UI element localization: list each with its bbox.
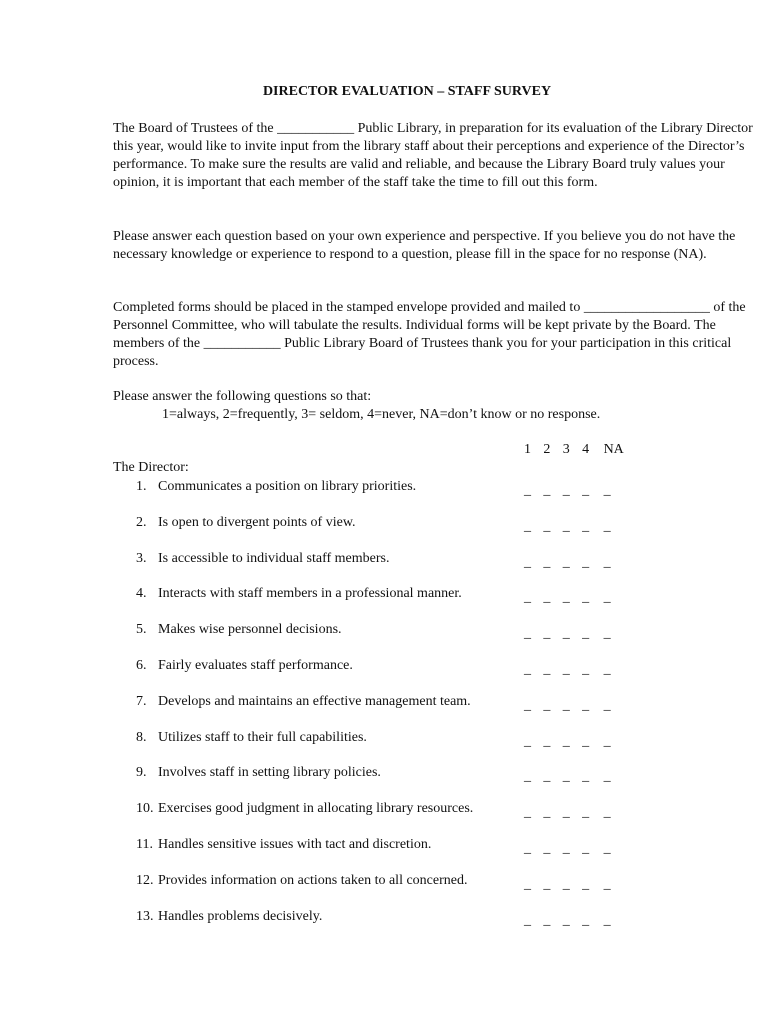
question-item: [136, 621, 342, 639]
answer-blank[interactable]: _: [543, 734, 551, 749]
answer-blank[interactable]: _: [524, 734, 531, 749]
answer-blank[interactable]: _: [562, 734, 570, 749]
answer-blank[interactable]: _: [524, 519, 531, 534]
question-text: Fairly evaluates staff performance.: [158, 658, 353, 673]
question-item: [136, 836, 431, 854]
question-number: 7.: [136, 694, 147, 709]
question-text: Develops and maintains an effective management team.: [158, 694, 471, 709]
question-text: Interacts with staff members in a professional manner.: [158, 586, 462, 601]
intro-paragraph: The Board of Trustees of the ___________ Public Library, in preparation for its evaluation of the Library Director this year, would like to invite input from the library staff about their perceptions and experience of the Director’s performance. To make sure the results are valid and reliable, and because the Library Board truly values your opinion, it is important that each member of the staff take the time to fill out this form.: [113, 121, 753, 190]
question-item: [136, 478, 416, 496]
answer-blank[interactable]: _: [543, 590, 551, 605]
rating-instructions: Please answer the following questions so that:: [113, 389, 372, 404]
question-item: [136, 693, 471, 711]
answer-blank[interactable]: _: [562, 555, 570, 570]
answer-blank[interactable]: _: [543, 805, 551, 820]
answer-blank[interactable]: _: [603, 662, 611, 677]
question-text: Handles sensitive issues with tact and discretion.: [158, 837, 432, 852]
question-text: Is accessible to individual staff members.: [158, 551, 390, 566]
column-header-3: 3: [562, 442, 570, 457]
answer-blank[interactable]: _: [582, 913, 590, 928]
answer-blank[interactable]: _: [603, 734, 611, 749]
question-text: Exercises good judgment in allocating library resources.: [158, 801, 474, 816]
answer-blank[interactable]: _: [562, 698, 570, 713]
answer-blank[interactable]: _: [582, 519, 590, 534]
column-header-2: 2: [543, 442, 551, 457]
answer-blank[interactable]: _: [562, 519, 570, 534]
rating-scale: 1=always, 2=frequently, 3= seldom, 4=never, NA=don’t know or no response.: [162, 407, 601, 422]
answer-blank[interactable]: _: [582, 555, 590, 570]
answer-blanks: [524, 912, 611, 930]
answer-blanks: [524, 733, 611, 751]
answer-blank[interactable]: _: [524, 698, 531, 713]
answer-blank[interactable]: _: [562, 913, 570, 928]
answer-blank[interactable]: _: [562, 590, 570, 605]
answer-blank[interactable]: _: [524, 877, 531, 892]
answer-blank[interactable]: _: [543, 483, 551, 498]
answer-blanks: [524, 625, 611, 643]
question-number: 1.: [136, 479, 147, 494]
answer-blanks: [524, 804, 611, 822]
answer-blank[interactable]: _: [524, 841, 531, 856]
answer-blank[interactable]: _: [543, 841, 551, 856]
answer-blanks: [524, 697, 611, 715]
answer-blank[interactable]: _: [582, 483, 590, 498]
answer-blank[interactable]: _: [582, 841, 590, 856]
instructions-paragraph: Please answer each question based on your own experience and perspective. If you believe you do not have the necessary knowledge or experience to respond to a question, please fill in the space for no response (NA).: [113, 229, 736, 262]
answer-blank[interactable]: _: [524, 483, 531, 498]
answer-blank[interactable]: _: [543, 877, 551, 892]
question-number: 11.: [136, 837, 153, 852]
question-item: [136, 800, 473, 818]
column-header-na: NA: [603, 442, 624, 457]
column-header-1: 1: [524, 442, 531, 457]
answer-blanks: [524, 661, 611, 679]
answer-blanks: [524, 876, 611, 894]
answer-blank[interactable]: _: [562, 805, 570, 820]
question-text: Utilizes staff to their full capabilities.: [158, 730, 367, 745]
answer-blank[interactable]: _: [582, 590, 590, 605]
answer-blank[interactable]: _: [543, 519, 551, 534]
answer-blank[interactable]: _: [543, 769, 551, 784]
question-item: [136, 550, 389, 568]
answer-blank[interactable]: _: [524, 913, 531, 928]
answer-blanks: [524, 589, 611, 607]
answer-blank[interactable]: _: [543, 913, 551, 928]
column-header: [524, 442, 624, 458]
answer-blanks: [524, 518, 611, 536]
answer-blank[interactable]: _: [582, 769, 590, 784]
question-text: Handles problems decisively.: [158, 909, 323, 924]
answer-blank[interactable]: _: [603, 877, 611, 892]
answer-blank[interactable]: _: [582, 877, 590, 892]
question-number: 3.: [136, 551, 147, 566]
answer-blanks: [524, 840, 611, 858]
answer-blank[interactable]: _: [582, 626, 590, 641]
question-item: [136, 585, 462, 603]
question-text: Makes wise personnel decisions.: [158, 622, 342, 637]
answer-blank[interactable]: _: [543, 698, 551, 713]
question-number: 13.: [136, 909, 154, 924]
question-text: Involves staff in setting library policies.: [158, 765, 381, 780]
answer-blank[interactable]: _: [543, 662, 551, 677]
answer-blank[interactable]: _: [582, 698, 590, 713]
question-text: Communicates a position on library priorities.: [158, 479, 417, 494]
page-title: DIRECTOR EVALUATION – STAFF SURVEY: [262, 84, 552, 99]
question-number: 8.: [136, 730, 147, 745]
answer-blanks: [524, 554, 611, 572]
answer-blank[interactable]: _: [562, 662, 570, 677]
answer-blank[interactable]: _: [603, 841, 611, 856]
question-text: Provides information on actions taken to all concerned.: [158, 873, 468, 888]
section-label: The Director:: [113, 460, 189, 475]
answer-blank[interactable]: _: [603, 913, 611, 928]
question-number: 9.: [136, 765, 147, 780]
answer-blank[interactable]: _: [562, 483, 570, 498]
answer-blank[interactable]: _: [524, 555, 531, 570]
answer-blank[interactable]: _: [524, 662, 531, 677]
answer-blank[interactable]: _: [603, 626, 611, 641]
answer-blank[interactable]: _: [562, 769, 570, 784]
question-number: 5.: [136, 622, 147, 637]
answer-blank[interactable]: _: [603, 769, 611, 784]
answer-blank[interactable]: _: [524, 626, 531, 641]
answer-blank[interactable]: _: [582, 805, 590, 820]
question-item: [136, 872, 467, 890]
question-text: Is open to divergent points of view.: [158, 515, 356, 530]
answer-blank[interactable]: _: [603, 519, 611, 534]
question-item: [136, 514, 356, 532]
answer-blank[interactable]: _: [603, 698, 611, 713]
answer-blanks: [524, 482, 611, 500]
answer-blank[interactable]: _: [562, 841, 570, 856]
question-number: 10.: [136, 801, 154, 816]
question-item: [136, 764, 381, 782]
answer-blank[interactable]: _: [524, 805, 531, 820]
question-number: 4.: [136, 586, 147, 601]
answer-blank[interactable]: _: [603, 555, 611, 570]
answer-blank[interactable]: _: [524, 769, 531, 784]
question-number: 2.: [136, 515, 147, 530]
answer-blank[interactable]: _: [582, 734, 590, 749]
submission-paragraph: Completed forms should be placed in the stamped envelope provided and mailed to __________________ of the Personnel Committee, who will tabulate the results. Individual forms will be kept private by the Board. The members of the ___________ Public Library Board of Trustees thank you for your participation in this critical process.: [113, 300, 746, 369]
answer-blank[interactable]: _: [543, 626, 551, 641]
answer-blank[interactable]: _: [603, 805, 611, 820]
column-header-4: 4: [582, 442, 590, 457]
answer-blank[interactable]: _: [562, 626, 570, 641]
answer-blank[interactable]: _: [582, 662, 590, 677]
question-item: [136, 908, 322, 926]
question-item: [136, 657, 353, 675]
answer-blank[interactable]: _: [524, 590, 531, 605]
answer-blank[interactable]: _: [562, 877, 570, 892]
question-number: 12.: [136, 873, 154, 888]
answer-blank[interactable]: _: [543, 555, 551, 570]
answer-blank[interactable]: _: [603, 590, 611, 605]
question-item: [136, 729, 367, 747]
answer-blanks: [524, 768, 611, 786]
answer-blank[interactable]: _: [603, 483, 611, 498]
question-number: 6.: [136, 658, 147, 673]
